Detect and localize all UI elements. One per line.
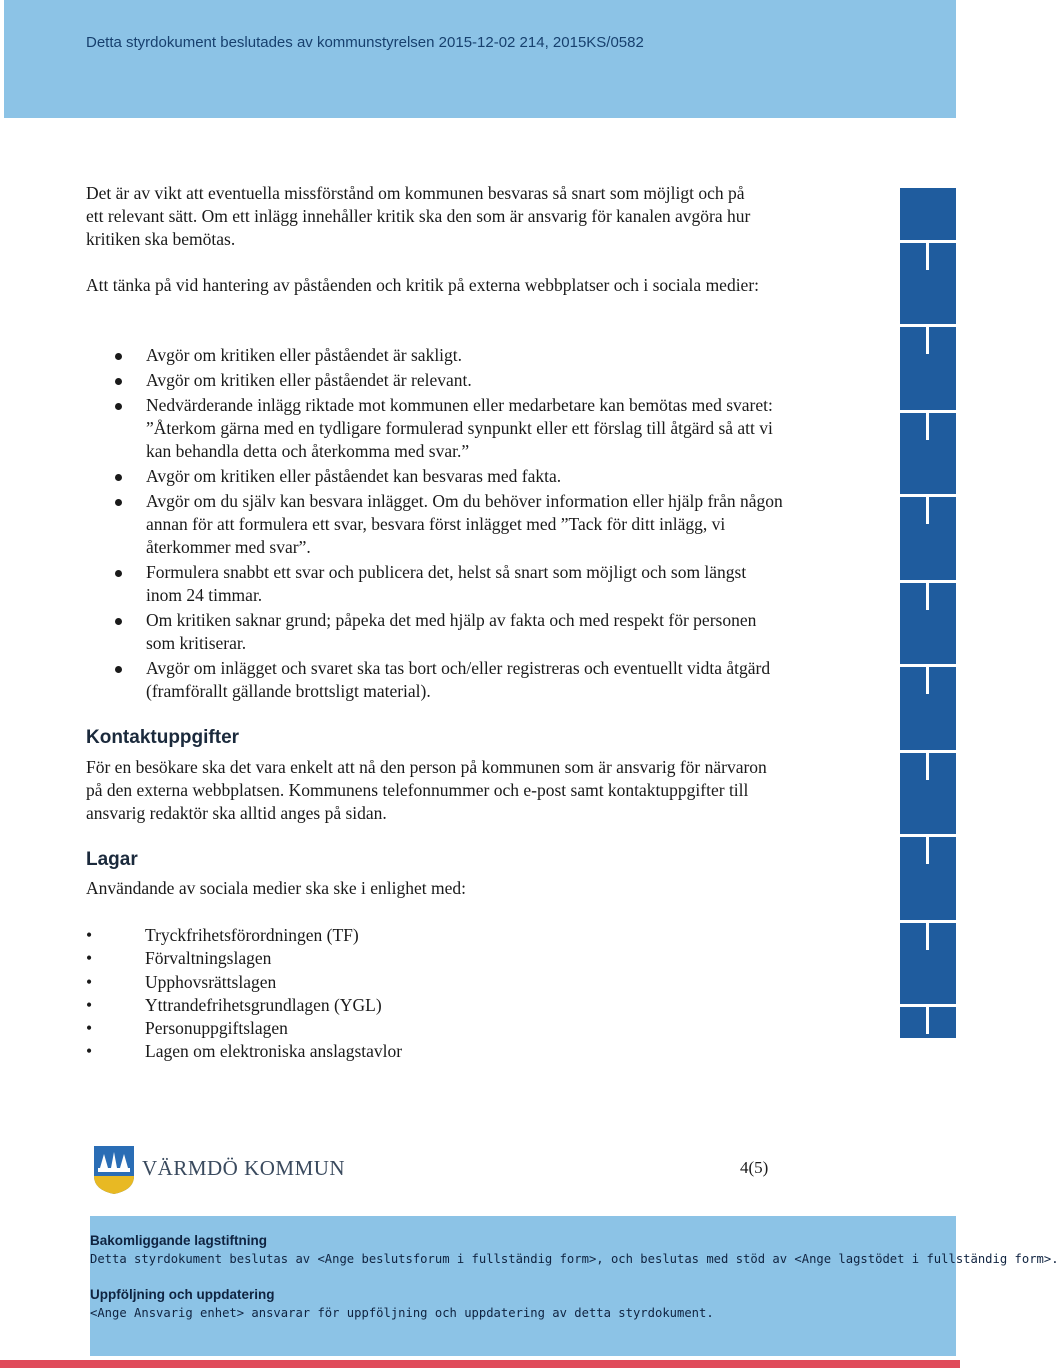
lagar-paragraph: Användande av sociala medier ska ske i enlighet med: [86, 878, 467, 898]
bullet-icon [115, 618, 122, 625]
list-item: • Lagen om elektroniska anslagstavlor [86, 1040, 686, 1063]
bullet-icon [115, 353, 122, 360]
decorative-side-stripe [900, 188, 956, 1038]
list-item: • Upphovsrättslagen [86, 971, 686, 994]
list-item: Avgör om kritiken eller påståendet kan besvaras med fakta. [86, 465, 786, 488]
bullet-icon: • [86, 1041, 93, 1062]
footer-text-followup: <Ange Ansvarig enhet> ansvarar för uppföljning och uppdatering av detta styrdokument. [90, 1306, 714, 1320]
decision-notice: Detta styrdokument beslutades av kommunstyrelsen 2015-12-02 214, 2015KS/0582 [86, 34, 644, 51]
list-item: Avgör om kritiken eller påståendet är relevant. [86, 369, 786, 392]
bullet-icon [115, 666, 122, 673]
footer-band [90, 1216, 1059, 1356]
bullet-icon [115, 403, 122, 410]
intro-paragraph: Det är av vikt att eventuella missförstånd om kommunen besvaras så snart som möjligt och på ett relevant sätt. Om ett inlägg innehåller kritik ska den som är ansvarig för kanalen avgöra hur kritiken ska bemötas. [86, 183, 751, 249]
bullet-icon: • [86, 1018, 93, 1039]
list-item: Formulera snabbt ett svar och publicera det, helst så snart som möjligt och som längst inom 24 timmar. [86, 561, 786, 607]
list-item: Avgör om kritiken eller påståendet är sakligt. [86, 344, 786, 367]
handling-rules-list [86, 344, 786, 705]
municipality-logo [94, 1146, 354, 1194]
shield-icon [94, 1146, 134, 1194]
list-item: • Tryckfrihetsförordningen (TF) [86, 924, 686, 947]
bullet-icon: • [86, 971, 93, 992]
bullet-icon [115, 499, 122, 506]
logo-text: VÄRMDÖ KOMMUN [142, 1156, 346, 1180]
list-item: Avgör om inlägget och svaret ska tas bort och/eller registreras och eventuellt vidta åtgärd (framförallt gällande brottsligt material). [86, 657, 786, 703]
list-item: • Förvaltningslagen [86, 947, 686, 970]
section-heading-lagar: Lagar [86, 849, 138, 870]
footer-label-legislation: Bakomliggande lagstiftning [90, 1233, 268, 1248]
accent-line [0, 1360, 960, 1368]
bullet-icon: • [86, 994, 93, 1015]
bullet-icon: • [86, 948, 93, 969]
list-item: • Personuppgiftslagen [86, 1017, 686, 1040]
list-item: Om kritiken saknar grund; påpeka det med hjälp av fakta och med respekt för personen som kritiserar. [86, 609, 786, 655]
page-number: 4(5) [740, 1158, 769, 1177]
bullet-icon [115, 474, 122, 481]
footer-label-followup: Uppföljning och uppdatering [90, 1287, 275, 1302]
bullet-icon [115, 378, 122, 385]
list-item: Nedvärderande inlägg riktade mot kommunen eller medarbetare kan bemötas med svaret: ”Återkom gärna med en tydligare formulerad synpunkt eller ett förslag till åtgärd så att vi kan behandla detta och återkomma med svar.” [86, 394, 786, 463]
footer-text-legislation: Detta styrdokument beslutas av <Ange beslutsforum i fullständig form>, och beslutas med stöd av <Ange lagstödet i fullständig form>. [90, 1252, 1059, 1266]
section-heading-kontakt: Kontaktuppgifter [86, 727, 240, 748]
list-item: • Yttrandefrihetsgrundlagen (YGL) [86, 994, 686, 1017]
header-band [4, 0, 956, 118]
bullet-icon [115, 570, 122, 577]
intro-paragraph-2: Att tänka på vid hantering av påståenden och kritik på externa webbplatser och i sociala medier: [86, 275, 760, 295]
laws-list [86, 924, 686, 1064]
kontakt-paragraph: För en besökare ska det vara enkelt att nå den person på kommunen som är ansvarig för närvaron på den externa webbplatsen. Kommunens telefonnummer och e-post samt kontaktuppgifter till ansvarig redaktör ska alltid anges på sidan. [86, 757, 767, 823]
bullet-icon: • [86, 925, 93, 945]
list-item: Avgör om du själv kan besvara inlägget. Om du behöver information eller hjälp från någon annan för att formulera ett svar, besvara först inlägget med ”Tack för ditt inlägg, vi återkommer med svar”. [86, 490, 786, 559]
